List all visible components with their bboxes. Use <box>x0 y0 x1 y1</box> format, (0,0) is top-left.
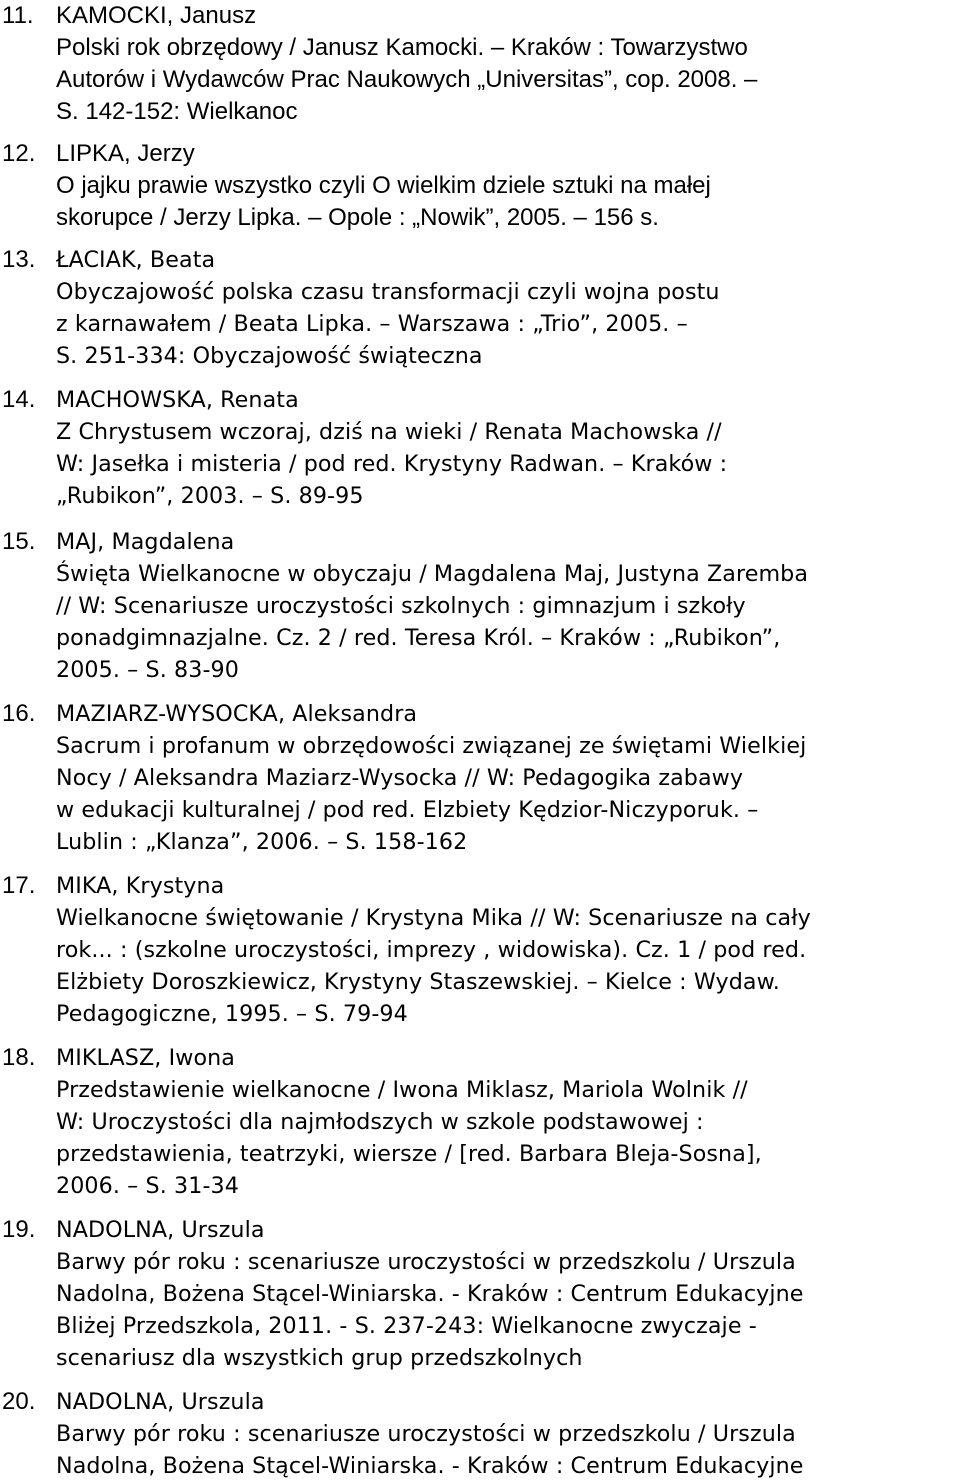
entry-line: W: Jasełka i misteria / pod red. Krystyny Radwan. – Kraków : <box>56 451 728 477</box>
entry-number: 14. <box>2 386 36 413</box>
entry-line: 2005. – S. 83-90 <box>56 657 239 683</box>
entry-line: rok... : (szkolne uroczystości, imprezy , widowiska). Cz. 1 / pod red. <box>56 937 807 963</box>
entry-line: S. 142-152: Wielkanoc <box>56 98 298 125</box>
entry-line: Święta Wielkanocne w obyczaju / Magdalena Maj, Justyna Zaremba <box>56 561 809 587</box>
entry-line: Autorów i Wydawców Prac Naukowych „Universitas”, cop. 2008. – <box>56 66 758 93</box>
entry-line: przedstawienia, teatrzyki, wiersze / [red. Barbara Bleja-Sosna], <box>56 1141 762 1167</box>
entry-author: MAZIARZ-WYSOCKA, Aleksandra <box>56 701 418 727</box>
entry-line: Barwy pór roku : scenariusze uroczystości w przedszkolu / Urszula <box>56 1249 796 1275</box>
entry-line: Lublin : „Klanza”, 2006. – S. 158-162 <box>56 829 468 855</box>
entry-number: 20. <box>2 1388 36 1415</box>
entry-number: 15. <box>2 528 36 555</box>
entry-line: „Rubikon”, 2003. – S. 89-95 <box>56 483 364 509</box>
entry-line: Pedagogiczne, 1995. – S. 79-94 <box>56 1001 408 1027</box>
entry-line: Polski rok obrzędowy / Janusz Kamocki. – Kraków : Towarzystwo <box>56 34 748 61</box>
entry-author: NADOLNA, Urszula <box>56 1217 265 1243</box>
entry-number: 13. <box>2 246 36 273</box>
entry-line: z karnawałem / Beata Lipka. – Warszawa : „Trio”, 2005. – <box>56 311 688 337</box>
entry-author: NADOLNA, Urszula <box>56 1389 265 1415</box>
entry-line: w edukacji kulturalnej / pod red. Elzbiety Kędzior-Niczyporuk. – <box>56 797 759 823</box>
entry-number: 11. <box>2 2 34 29</box>
entry-line: W: Uroczystości dla najmłodszych w szkole podstawowej : <box>56 1109 704 1135</box>
entry-line: ponadgimnazjalne. Cz. 2 / red. Teresa Król. – Kraków : „Rubikon”, <box>56 625 781 651</box>
entry-line: S. 251-334: Obyczajowość świąteczna <box>56 343 483 369</box>
entry-line: Bliżej Przedszkola, 2011. - S. 237-243: Wielkanocne zwyczaje - <box>56 1313 757 1339</box>
entry-line: Elżbiety Doroszkiewicz, Krystyny Staszewskiej. – Kielce : Wydaw. <box>56 969 780 995</box>
entry-line: skorupce / Jerzy Lipka. – Opole : „Nowik”, 2005. – 156 s. <box>56 204 659 231</box>
entry-author: ŁACIAK, Beata <box>56 247 216 273</box>
entry-number: 17. <box>2 872 36 899</box>
entry-author: KAMOCKI, Janusz <box>56 2 257 29</box>
entry-line: 2006. – S. 31-34 <box>56 1173 239 1199</box>
entry-line: Sacrum i profanum w obrzędowości związanej ze świętami Wielkiej <box>56 733 807 759</box>
entry-author: MIKA, Krystyna <box>56 873 225 899</box>
entry-line: Nocy / Aleksandra Maziarz-Wysocka // W: Pedagogika zabawy <box>56 765 744 791</box>
entry-line: Nadolna, Bożena Stącel-Winiarska. - Kraków : Centrum Edukacyjne <box>56 1281 804 1307</box>
entry-line: Przedstawienie wielkanocne / Iwona Miklasz, Mariola Wolnik // <box>56 1077 748 1103</box>
entry-author: MAJ, Magdalena <box>56 529 235 555</box>
entry-line: // W: Scenariusze uroczystości szkolnych : gimnazjum i szkoły <box>56 593 746 619</box>
entry-number: 16. <box>2 700 36 727</box>
entry-line: O jajku prawie wszystko czyli O wielkim dziele sztuki na małej <box>56 172 711 199</box>
entry-number: 18. <box>2 1044 36 1071</box>
entry-author: LIPKA, Jerzy <box>56 140 195 167</box>
entry-author: MACHOWSKA, Renata <box>56 387 299 413</box>
entry-line: scenariusz dla wszystkich grup przedszkolnych <box>56 1345 583 1371</box>
entry-line: Obyczajowość polska czasu transformacji czyli wojna postu <box>56 279 720 305</box>
entry-line: Wielkanocne świętowanie / Krystyna Mika // W: Scenariusze na cały <box>56 905 811 931</box>
entry-number: 19. <box>2 1216 36 1243</box>
entry-number: 12. <box>2 140 36 167</box>
entry-line: Z Chrystusem wczoraj, dziś na wieki / Renata Machowska // <box>56 419 722 445</box>
entry-line: Nadolna, Bożena Stącel-Winiarska. - Kraków : Centrum Edukacyjne <box>56 1453 804 1479</box>
entry-author: MIKLASZ, Iwona <box>56 1045 235 1071</box>
entry-line: Barwy pór roku : scenariusze uroczystości w przedszkolu / Urszula <box>56 1421 796 1447</box>
